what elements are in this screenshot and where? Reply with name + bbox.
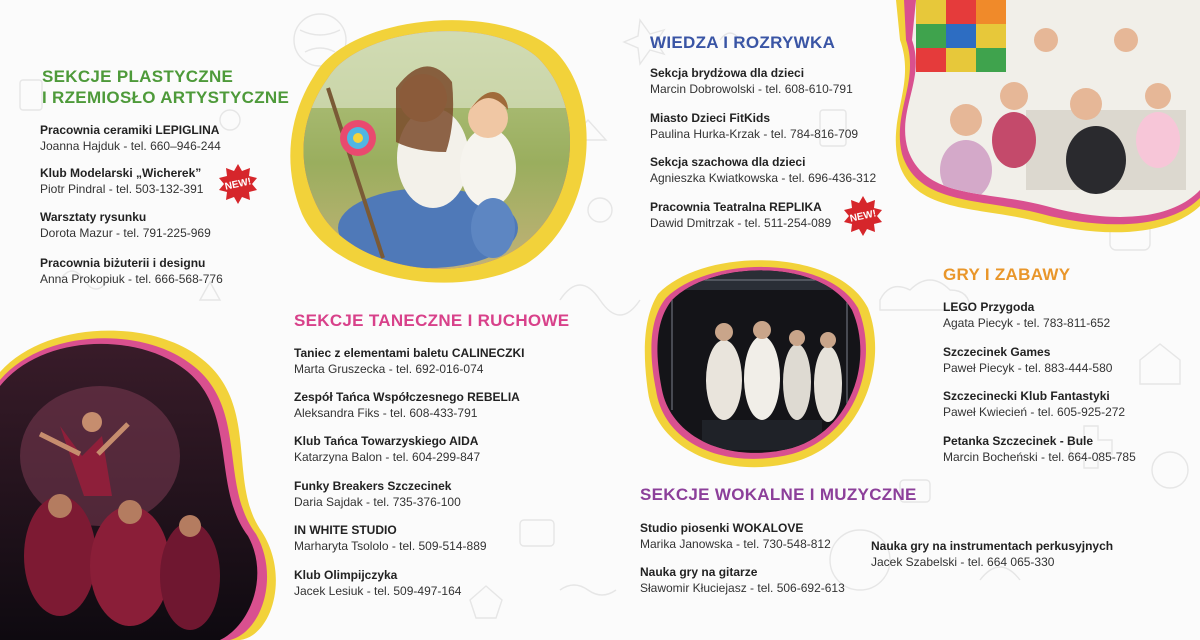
entry-contact: Sławomir Kłuciejasz - tel. 506-692-613 [640, 580, 845, 595]
entry-name: Petanka Szczecinek - Bule [943, 434, 1094, 448]
section-entry [40, 166, 203, 197]
section-entry [40, 123, 221, 154]
entry-contact: Agnieszka Kwiatkowska - tel. 696-436-312 [650, 170, 877, 185]
entry-contact: Daria Sajdak - tel. 735-376-100 [294, 494, 461, 509]
children-lego-play-photo [896, 0, 1200, 236]
section-entry [294, 434, 480, 465]
vocal-group-concert-photo [642, 250, 874, 466]
entry-contact: Marta Gruszecka - tel. 692-016-074 [294, 361, 484, 376]
section-entry [294, 390, 520, 421]
section-entry [40, 210, 211, 241]
section-entry [943, 389, 1125, 420]
section-title-taneczne: SEKCJE TANECZNE I RUCHOWE [294, 311, 570, 330]
entry-contact: Dorota Mazur - tel. 791-225-969 [40, 225, 211, 240]
entry-name: Pracownia Teatralna REPLIKA [650, 200, 822, 214]
entry-contact: Marcin Bocheński - tel. 664-085-785 [943, 449, 1136, 464]
entry-name: Warsztaty rysunku [40, 210, 147, 224]
new-badge [843, 196, 883, 236]
section-entry [650, 111, 858, 142]
entry-contact: Agata Piecyk - tel. 783-811-652 [943, 315, 1111, 330]
section-entry [943, 434, 1136, 465]
entry-name: Taniec z elementami baletu CALINECZKI [294, 346, 525, 360]
entry-name: Klub Olimpijczyka [294, 568, 398, 582]
entry-name: Studio piosenki WOKALOVE [640, 521, 804, 535]
section-entry [943, 345, 1112, 376]
entry-name: Nauka gry na instrumentach perkusyjnych [871, 539, 1114, 553]
entry-contact: Paulina Hurka-Krzak - tel. 784-816-709 [650, 126, 859, 141]
entry-contact: Marharyta Tsololo - tel. 509-514-889 [294, 538, 487, 553]
entry-name: Klub Modelarski „Wicherek” [40, 166, 202, 180]
section-entry [640, 521, 831, 552]
section-title-plastyczne [42, 66, 289, 108]
new-badge [218, 164, 258, 204]
section-title-wokalne: SEKCJE WOKALNE I MUZYCZNE [640, 485, 917, 504]
section-entry [650, 200, 831, 231]
entry-name: Pracownia ceramiki LEPIGLINA [40, 123, 220, 137]
entry-name: Klub Tańca Towarzyskiego AIDA [294, 434, 479, 448]
section-title-wiedza: WIEDZA I ROZRYWKA [650, 33, 836, 52]
entry-name: Sekcja szachowa dla dzieci [650, 155, 806, 169]
entry-contact: Joanna Hajduk - tel. 660–946-244 [40, 138, 221, 153]
entry-name: Szczecinek Games [943, 345, 1051, 359]
section-entry [40, 256, 223, 287]
section-entry [294, 346, 525, 377]
entry-name: Zespół Tańca Współczesnego REBELIA [294, 390, 520, 404]
mother-child-painting-photo [288, 18, 586, 282]
section-title-line: I RZEMIOSŁO ARTYSTYCZNE [42, 88, 290, 107]
entry-contact: Dawid Dmitrzak - tel. 511-254-089 [650, 215, 832, 230]
entry-contact: Paweł Piecyk - tel. 883-444-580 [943, 360, 1113, 375]
entry-contact: Katarzyna Balon - tel. 604-299-847 [294, 449, 481, 464]
section-entry [294, 479, 461, 510]
entry-name: Pracownia biżuterii i designu [40, 256, 206, 270]
entry-contact: Marika Janowska - tel. 730-548-812 [640, 536, 831, 551]
entry-contact: Paweł Kwiecień - tel. 605-925-272 [943, 404, 1126, 419]
section-entry [294, 568, 461, 599]
entry-contact: Marcin Dobrowolski - tel. 608-610-791 [650, 81, 853, 96]
entry-name: Sekcja brydżowa dla dzieci [650, 66, 805, 80]
entry-name: IN WHITE STUDIO [294, 523, 397, 537]
section-entry [650, 66, 853, 97]
section-title-line: SEKCJE PLASTYCZNE [42, 67, 234, 86]
entry-contact: Piotr Pindral - tel. 503-132-391 [40, 181, 204, 196]
dancers-stage-photo [0, 336, 272, 640]
entry-contact: Aleksandra Fiks - tel. 608-433-791 [294, 405, 478, 420]
entry-name: Szczecinecki Klub Fantastyki [943, 389, 1110, 403]
section-entry [650, 155, 876, 186]
entry-contact: Jacek Szabelski - tel. 664 065-330 [871, 554, 1055, 569]
entry-name: LEGO Przygoda [943, 300, 1035, 314]
new-badge-label: NEW! [848, 207, 878, 225]
entry-contact: Jacek Lesiuk - tel. 509-497-164 [294, 583, 462, 598]
section-entry [943, 300, 1110, 331]
section-entry [294, 523, 487, 554]
entry-name: Nauka gry na gitarze [640, 565, 758, 579]
entry-name: Funky Breakers Szczecinek [294, 479, 452, 493]
section-entry [871, 539, 1113, 570]
entry-contact: Anna Prokopiuk - tel. 666-568-776 [40, 271, 223, 286]
section-title-gry: GRY I ZABAWY [943, 265, 1071, 284]
new-badge-label: NEW! [223, 175, 253, 193]
section-entry [640, 565, 845, 596]
entry-name: Miasto Dzieci FitKids [650, 111, 771, 125]
